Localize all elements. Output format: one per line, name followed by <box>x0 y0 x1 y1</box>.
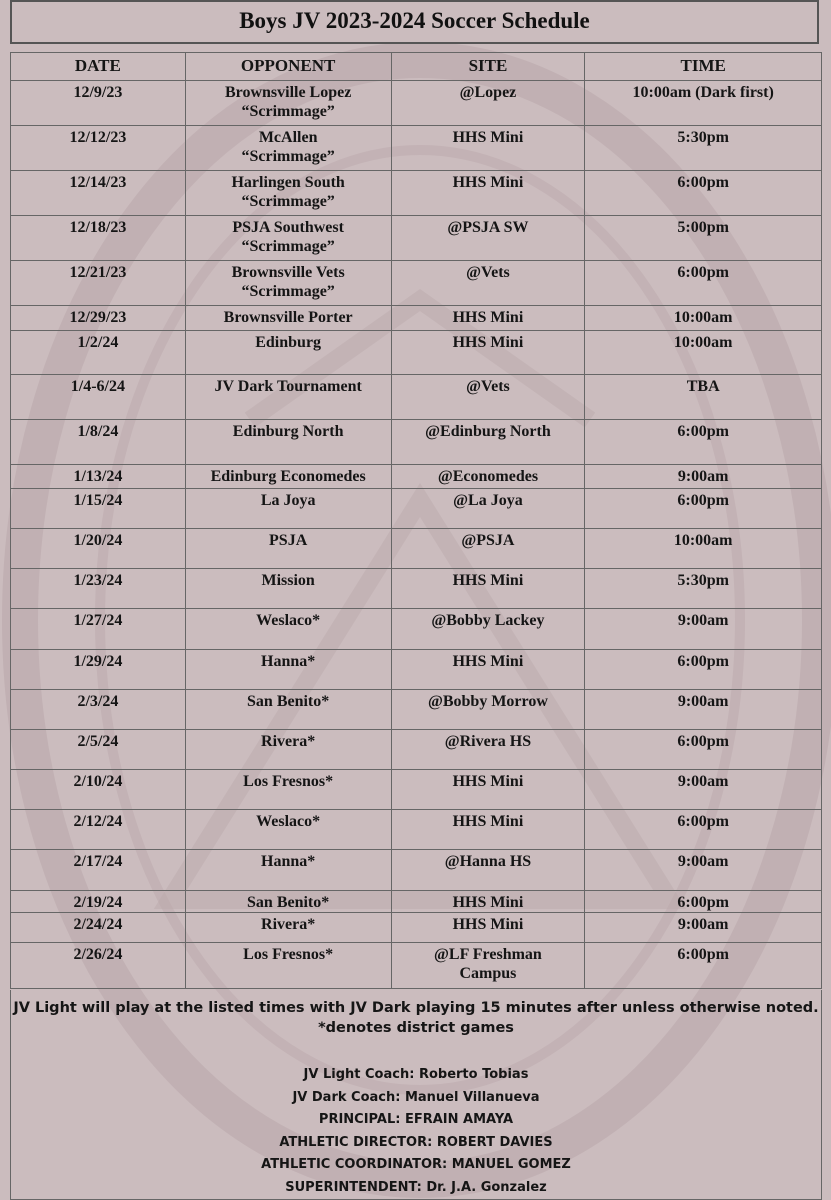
date-cell <box>11 891 186 913</box>
site-cell-text: @Lopez <box>459 84 517 101</box>
opponent-cell-text: JV Dark Tournament <box>214 378 362 395</box>
site-cell <box>391 216 585 261</box>
table-row <box>11 489 822 529</box>
date-cell <box>11 489 186 529</box>
opponent-cell <box>185 306 391 331</box>
table-row <box>11 331 822 375</box>
district-note: *denotes district games <box>318 1020 514 1036</box>
time-cell-text: 9:00am <box>677 612 729 629</box>
date-cell-text: 2/10/24 <box>73 773 123 790</box>
time-cell-text: 5:30pm <box>677 572 729 589</box>
page-title: Boys JV 2023-2024 Soccer Schedule <box>10 0 819 44</box>
site-cell <box>391 261 585 306</box>
date-cell-text: 2/17/24 <box>73 853 123 870</box>
table-row <box>11 420 822 465</box>
site-cell-text: @PSJA SW <box>447 219 529 236</box>
opponent-cell-text: Edinburg Economedes <box>210 468 366 485</box>
opponent-cell-text: Hanna* <box>261 853 316 870</box>
site-cell <box>391 306 585 331</box>
time-cell <box>585 730 822 770</box>
opponent-cell <box>185 126 391 171</box>
opponent-cell <box>185 913 391 943</box>
opponent-header: OPPONENT <box>185 53 391 81</box>
site-cell <box>391 913 585 943</box>
opponent-cell-text: Brownsville Lopez <box>224 84 352 101</box>
opponent-cell-text: Edinburg <box>255 334 322 351</box>
site-cell-text: @Edinburg North <box>425 423 551 440</box>
date-cell <box>11 913 186 943</box>
table-row <box>11 261 822 306</box>
table-row <box>11 891 822 913</box>
staff-line: JV Light Coach: Roberto Tobias <box>303 1067 529 1082</box>
date-cell <box>11 216 186 261</box>
opponent-cell-text: La Joya <box>260 492 316 509</box>
opponent-cell-text: Weslaco* <box>256 612 321 629</box>
time-cell-text: TBA <box>686 378 720 395</box>
time-cell-text: 5:00pm <box>677 219 729 236</box>
table-row <box>11 171 822 216</box>
staff-line: ATHLETIC COORDINATOR: MANUEL GOMEZ <box>261 1157 571 1172</box>
site-cell-text: HHS Mini <box>452 334 524 351</box>
time-cell <box>585 609 822 650</box>
date-cell <box>11 943 186 989</box>
opponent-cell-text: PSJA Southwest <box>232 219 344 236</box>
time-cell-text: 6:00pm <box>677 264 729 281</box>
date-cell <box>11 375 186 420</box>
opponent-cell <box>185 770 391 810</box>
site-cell <box>391 529 585 569</box>
date-cell <box>11 569 186 609</box>
date-cell <box>11 171 186 216</box>
site-cell-text: @Vets <box>466 378 510 395</box>
site-cell <box>391 850 585 891</box>
table-row <box>11 465 822 489</box>
time-cell <box>585 216 822 261</box>
time-cell <box>585 331 822 375</box>
site-cell <box>391 420 585 465</box>
site-cell <box>391 126 585 171</box>
site-cell <box>391 375 585 420</box>
date-cell-text: 2/26/24 <box>73 946 123 963</box>
site-cell-text: HHS Mini <box>452 174 524 191</box>
play-times-note: JV Light will play at the listed times with JV Dark playing 15 minutes after unless otherwise noted. <box>13 1000 819 1016</box>
opponent-cell-text: San Benito* <box>247 894 330 911</box>
date-cell <box>11 690 186 730</box>
opponent-cell <box>185 465 391 489</box>
site-cell-line2: Campus <box>459 965 517 982</box>
opponent-cell-text: Rivera* <box>261 733 316 750</box>
table-row <box>11 306 822 331</box>
table-row <box>11 850 822 891</box>
table-row <box>11 730 822 770</box>
opponent-cell <box>185 420 391 465</box>
time-cell-text: 9:00am <box>677 853 729 870</box>
time-cell <box>585 306 822 331</box>
opponent-cell-text: Edinburg North <box>232 423 344 440</box>
date-cell-text: 12/9/23 <box>73 84 123 101</box>
site-cell <box>391 690 585 730</box>
opponent-cell-text: PSJA <box>269 532 308 549</box>
time-cell <box>585 465 822 489</box>
date-cell <box>11 730 186 770</box>
staff-line: SUPERINTENDENT: Dr. J.A. Gonzalez <box>285 1179 547 1195</box>
site-cell <box>391 650 585 690</box>
staff-line: JV Dark Coach: Manuel Villanueva <box>292 1089 540 1105</box>
time-cell-text: 6:00pm <box>677 946 729 963</box>
date-cell-text: 12/21/23 <box>69 264 127 281</box>
date-cell <box>11 126 186 171</box>
time-cell-text: 6:00pm <box>677 423 729 440</box>
scrimmage-label: “Scrimmage” <box>241 283 335 300</box>
time-cell-text: 6:00pm <box>677 733 729 750</box>
time-cell-text: 6:00pm <box>677 813 729 830</box>
time-cell-text: 6:00pm <box>677 653 729 670</box>
time-cell-text: 6:00pm <box>677 492 729 509</box>
time-header: TIME <box>585 53 822 81</box>
date-cell <box>11 331 186 375</box>
date-cell-text: 1/20/24 <box>73 532 123 549</box>
time-cell <box>585 81 822 126</box>
site-cell-text: @Vets <box>466 264 510 281</box>
opponent-cell-text: Rivera* <box>261 916 316 933</box>
opponent-cell-text: Brownsville Vets <box>231 264 345 281</box>
date-cell <box>11 420 186 465</box>
opponent-cell <box>185 216 391 261</box>
opponent-cell <box>185 569 391 609</box>
opponent-cell <box>185 850 391 891</box>
table-row <box>11 943 822 989</box>
date-cell-text: 2/24/24 <box>73 916 123 933</box>
site-cell-text: @Bobby Morrow <box>427 693 548 710</box>
date-cell <box>11 306 186 331</box>
site-cell-text: HHS Mini <box>452 894 524 911</box>
date-cell-text: 12/29/23 <box>69 309 127 326</box>
date-cell <box>11 81 186 126</box>
opponent-cell <box>185 489 391 529</box>
time-cell <box>585 650 822 690</box>
scrimmage-label: “Scrimmage” <box>241 103 335 120</box>
date-cell-text: 1/13/24 <box>73 468 123 485</box>
opponent-cell-text: Mission <box>261 572 315 589</box>
date-cell <box>11 770 186 810</box>
date-cell-text: 1/29/24 <box>73 653 123 670</box>
table-row <box>11 81 822 126</box>
date-cell-text: 1/8/24 <box>77 423 119 440</box>
site-cell <box>391 730 585 770</box>
time-cell-text: 9:00am <box>677 693 729 710</box>
staff-list <box>11 1064 821 1199</box>
table-row <box>11 650 822 690</box>
table-row <box>11 609 822 650</box>
date-cell <box>11 810 186 850</box>
site-cell <box>391 489 585 529</box>
site-cell <box>391 81 585 126</box>
time-cell-text: 6:00pm <box>677 894 729 911</box>
schedule-footer <box>10 990 822 1200</box>
table-row <box>11 770 822 810</box>
table-row <box>11 690 822 730</box>
time-cell <box>585 810 822 850</box>
date-cell-text: 2/19/24 <box>73 894 123 911</box>
date-cell-text: 2/3/24 <box>77 693 119 710</box>
date-cell <box>11 529 186 569</box>
opponent-cell <box>185 81 391 126</box>
time-cell <box>585 375 822 420</box>
table-row <box>11 810 822 850</box>
opponent-cell <box>185 609 391 650</box>
site-header: SITE <box>391 53 585 81</box>
site-cell <box>391 770 585 810</box>
date-cell <box>11 465 186 489</box>
schedule-table <box>10 52 822 989</box>
site-cell-text: @Bobby Lackey <box>431 612 545 629</box>
time-cell-text: 9:00am <box>677 916 729 933</box>
site-cell <box>391 171 585 216</box>
opponent-cell-text: Weslaco* <box>256 813 321 830</box>
time-cell <box>585 171 822 216</box>
time-cell <box>585 690 822 730</box>
site-cell-text: @PSJA <box>461 532 515 549</box>
site-cell <box>391 465 585 489</box>
date-cell <box>11 609 186 650</box>
scrimmage-label: “Scrimmage” <box>241 193 335 210</box>
site-cell-text: @LF Freshman <box>434 946 542 963</box>
opponent-cell <box>185 375 391 420</box>
opponent-cell-text: San Benito* <box>247 693 330 710</box>
date-cell-text: 1/23/24 <box>73 572 123 589</box>
time-cell <box>585 261 822 306</box>
site-cell-text: HHS Mini <box>452 309 524 326</box>
time-cell-text: 10:00am (Dark first) <box>632 84 774 101</box>
opponent-cell-text: Los Fresnos* <box>243 946 334 963</box>
date-cell-text: 2/12/24 <box>73 813 123 830</box>
opponent-cell-text: Hanna* <box>261 653 316 670</box>
time-cell-text: 6:00pm <box>677 174 729 191</box>
time-cell <box>585 850 822 891</box>
table-row <box>11 216 822 261</box>
site-cell <box>391 810 585 850</box>
opponent-cell <box>185 730 391 770</box>
time-cell <box>585 529 822 569</box>
opponent-cell <box>185 650 391 690</box>
table-header-row <box>11 53 822 81</box>
site-cell-text: @Hanna HS <box>444 853 532 870</box>
date-cell-text: 1/27/24 <box>73 612 123 629</box>
time-cell <box>585 913 822 943</box>
date-cell-text: 2/5/24 <box>77 733 119 750</box>
time-cell-text: 9:00am <box>677 773 729 790</box>
opponent-cell <box>185 261 391 306</box>
time-cell <box>585 943 822 989</box>
date-cell <box>11 850 186 891</box>
site-cell-text: @Rivera HS <box>444 733 532 750</box>
table-row <box>11 913 822 943</box>
time-cell <box>585 489 822 529</box>
scrimmage-label: “Scrimmage” <box>241 148 335 165</box>
staff-line: PRINCIPAL: EFRAIN AMAYA <box>318 1112 514 1127</box>
opponent-cell-text: Harlingen South <box>231 174 345 191</box>
opponent-cell-text: Brownsville Porter <box>223 309 353 326</box>
time-cell-text: 10:00am <box>673 532 733 549</box>
site-cell <box>391 569 585 609</box>
site-cell-text: HHS Mini <box>452 129 524 146</box>
site-cell-text: HHS Mini <box>452 773 524 790</box>
date-cell-text: 1/2/24 <box>77 334 119 351</box>
table-row <box>11 126 822 171</box>
date-cell-text: 1/4-6/24 <box>70 378 125 395</box>
date-cell <box>11 650 186 690</box>
site-cell-text: HHS Mini <box>452 653 524 670</box>
site-cell <box>391 331 585 375</box>
date-cell-text: 1/15/24 <box>73 492 123 509</box>
opponent-cell <box>185 331 391 375</box>
site-cell-text: HHS Mini <box>452 813 524 830</box>
opponent-cell <box>185 891 391 913</box>
table-row <box>11 529 822 569</box>
time-cell <box>585 891 822 913</box>
time-cell-text: 5:30pm <box>677 129 729 146</box>
table-row <box>11 569 822 609</box>
date-cell <box>11 261 186 306</box>
time-cell <box>585 569 822 609</box>
time-cell-text: 9:00am <box>677 468 729 485</box>
time-cell-text: 10:00am <box>673 309 733 326</box>
date-cell-text: 12/14/23 <box>69 174 127 191</box>
opponent-cell-text: Los Fresnos* <box>243 773 334 790</box>
opponent-cell <box>185 690 391 730</box>
scrimmage-label: “Scrimmage” <box>241 238 335 255</box>
site-cell <box>391 943 585 989</box>
date-cell-text: 12/12/23 <box>69 129 127 146</box>
date-cell-text: 12/18/23 <box>69 219 127 236</box>
site-cell-text: @La Joya <box>453 492 523 509</box>
opponent-cell-text: McAllen <box>258 129 318 146</box>
opponent-cell <box>185 171 391 216</box>
time-cell <box>585 126 822 171</box>
opponent-cell <box>185 529 391 569</box>
date-header: DATE <box>11 53 186 81</box>
staff-line: ATHLETIC DIRECTOR: ROBERT DAVIES <box>279 1134 553 1150</box>
opponent-cell <box>185 810 391 850</box>
site-cell <box>391 609 585 650</box>
site-cell-text: @Economedes <box>437 468 539 485</box>
time-cell <box>585 770 822 810</box>
site-cell-text: HHS Mini <box>452 572 524 589</box>
time-cell-text: 10:00am <box>673 334 733 351</box>
time-cell <box>585 420 822 465</box>
site-cell <box>391 891 585 913</box>
opponent-cell <box>185 943 391 989</box>
site-cell-text: HHS Mini <box>452 916 524 933</box>
table-row <box>11 375 822 420</box>
